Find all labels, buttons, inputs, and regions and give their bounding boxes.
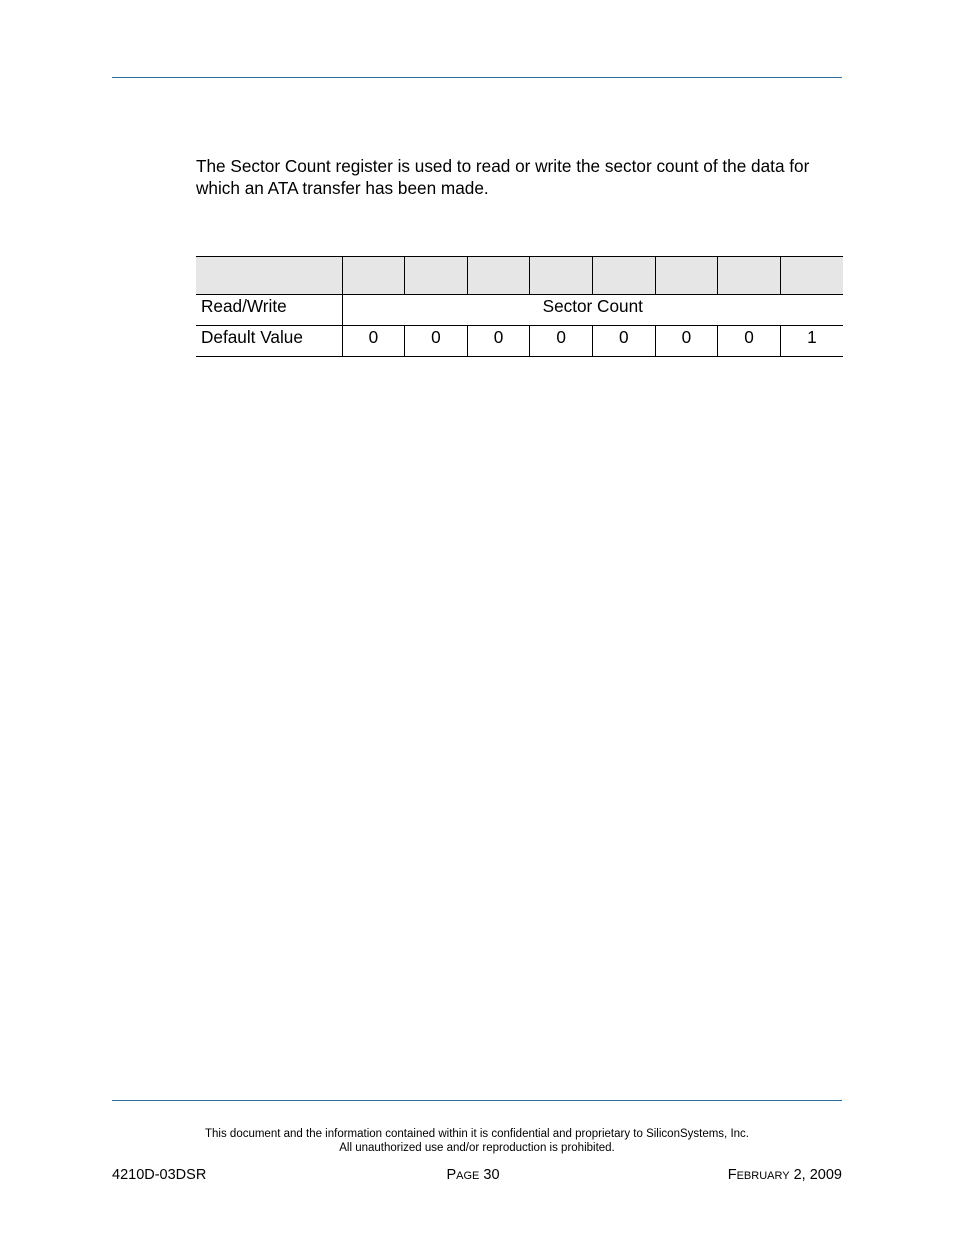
header-rule — [112, 77, 842, 78]
page-number-value: 30 — [483, 1167, 500, 1183]
date-month-rest: EBRUARY — [736, 1170, 790, 1182]
table-row — [196, 295, 843, 326]
sector-count-register-table — [196, 256, 843, 357]
intro-paragraph: The Sector Count register is used to read or write the sector count of the data for which an ATA transfer has been made. — [196, 156, 810, 198]
header-cell — [530, 257, 593, 295]
row-label-default-value: Default Value — [196, 326, 342, 357]
table-header-row — [196, 257, 843, 295]
bit-value-cell: 0 — [718, 326, 781, 357]
bit-value-cell: 0 — [592, 326, 655, 357]
page-label-cap: P — [446, 1167, 457, 1183]
document-number: 4210D-03DSR — [112, 1167, 207, 1183]
bit-value-cell: 0 — [467, 326, 530, 357]
header-cell — [655, 257, 718, 295]
footer-row — [112, 1167, 842, 1185]
notice-line: This document and the information contained within it is confidential and proprietary to SiliconSystems, Inc. — [205, 1128, 749, 1140]
confidentiality-notice — [112, 1128, 842, 1155]
header-cell — [718, 257, 781, 295]
bit-value-cell: 0 — [405, 326, 468, 357]
notice-line: All unauthorized use and/or reproduction is prohibited. — [339, 1141, 615, 1154]
footer-rule — [112, 1100, 842, 1101]
document-date — [728, 1167, 842, 1183]
bit-value-cell: 0 — [530, 326, 593, 357]
sector-count-span-cell: Sector Count — [342, 295, 843, 326]
bit-value-cell: 0 — [342, 326, 405, 357]
page-label-rest: AGE — [456, 1170, 480, 1182]
table-row — [196, 326, 843, 357]
header-cell — [780, 257, 843, 295]
date-day-year: 2, 2009 — [793, 1167, 842, 1183]
header-cell — [592, 257, 655, 295]
row-label-read-write: Read/Write — [196, 295, 342, 326]
header-cell — [342, 257, 405, 295]
bit-value-cell: 1 — [780, 326, 843, 357]
header-cell — [405, 257, 468, 295]
bit-value-cell: 0 — [655, 326, 718, 357]
page-number — [112, 1167, 834, 1183]
date-month-cap: F — [727, 1167, 737, 1183]
header-cell — [467, 257, 530, 295]
header-cell — [196, 257, 342, 295]
